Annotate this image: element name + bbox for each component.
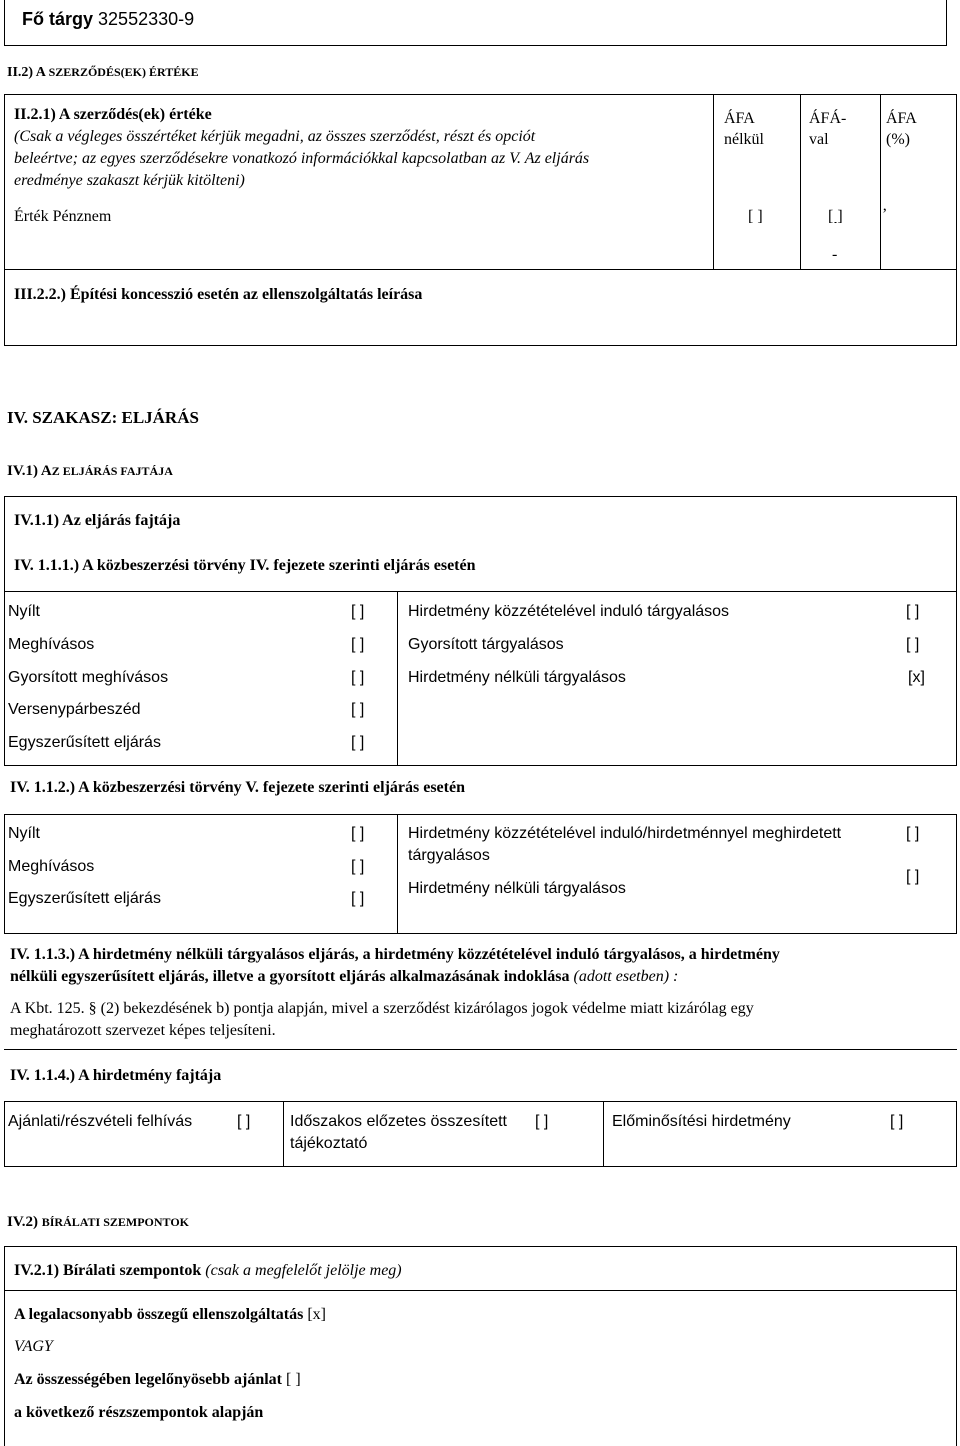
concession-title: III.2.2.) Építési koncesszió esetén az ellenszolgáltatás leírása [14,286,423,303]
v-option-negotiated-no-notice: Hirdetmény nélküli tárgyalásos [408,880,626,897]
procedure-option-open-mark: [ ] [351,603,365,620]
procedure-option-accelerated-restricted: Gyorsított meghívásos [8,669,169,686]
v-option-open: Nyílt [8,825,40,842]
v-option-simplified: Egyszerűsített eljárás [8,890,161,907]
value-without-vat: [ ] [748,208,763,225]
procedure-type-box [4,496,957,766]
v-option-open-mark: [ ] [351,825,365,842]
col-afa-pct-2: (%) [886,131,910,148]
notice-type-call: Ajánlati/részvételi felhívás [8,1113,193,1130]
v-option-restricted: Meghívásos [8,858,95,875]
value-dash: - [832,246,838,263]
main-subject-line [22,10,194,28]
col-afa-pct-1: ÁFA [886,110,917,127]
procedure-option-open: Nyílt [8,603,40,620]
procedure-iv-chapter-title: IV. 1.1.1.) A közbeszerzési törvény IV. fejezete szerinti eljárás esetén [14,557,476,574]
value-comma: ’ [882,206,888,223]
procedure-option-simplified-mark: [ ] [351,734,365,751]
procedure-type-title: IV.1.1) Az eljárás fajtája [14,512,181,529]
award-criteria-title: IV.2.1) Bírálati szempontok (csak a megfelelőt jelölje meg) [14,1262,402,1279]
col-afa-val-2: val [809,131,829,148]
v-option-restricted-mark: [ ] [351,858,365,875]
contract-value-note-2: beleértve; az egyes szerződésekre vonatkozó információkkal kapcsolatban az V. Az eljárás [14,150,590,167]
award-criteria-heading: IV.2) BÍRÁLATI SZEMPONTOK [7,1214,189,1230]
v-option-negotiated-no-notice-mark: [ ] [906,868,920,885]
justification-title-1: IV. 1.1.3.) A hirdetmény nélküli tárgyalásos eljárás, a hirdetmény közzétételével induló tárgyalásos, a hirdetmény [10,946,780,963]
procedure-option-accelerated-negotiated: Gyorsított tárgyalásos [408,636,564,653]
criterion-lowest-price: A legalacsonyabb összegű ellenszolgáltatás [x] [14,1306,326,1323]
procedure-option-restricted-mark: [ ] [351,636,365,653]
procedure-option-accelerated-restricted-mark: [ ] [351,669,365,686]
justification-text-2: meghatározott szervezet képes teljesíteni. [10,1022,276,1039]
col-afa-nelkul-1: ÁFA [724,110,755,127]
procedure-v-chapter-title: IV. 1.1.2.) A közbeszerzési törvény V. fejezete szerinti eljárás esetén [10,779,465,796]
contract-value-note-3: eredménye szakaszt kérjük kitölteni) [14,172,245,189]
notice-type-qualification: Előminősítési hirdetmény [612,1113,791,1130]
v-option-negotiated-notice-1: Hirdetmény közzétételével induló/hirdetménnyel meghirdetett [408,825,842,842]
notice-type-title: IV. 1.1.4.) A hirdetmény fajtája [10,1067,222,1084]
notice-type-call-mark: [ ] [237,1113,251,1130]
procedure-option-dialogue-mark: [ ] [351,701,365,718]
procedure-option-restricted: Meghívásos [8,636,95,653]
procedure-option-simplified: Egyszerűsített eljárás [8,734,161,751]
section-iv-title: IV. SZAKASZ: ELJÁRÁS [7,408,199,427]
criterion-or: VAGY [14,1338,53,1355]
procedure-option-accelerated-negotiated-mark: [ ] [906,636,920,653]
procedure-option-negotiated-no-notice-mark: [x] [908,669,925,686]
v-option-negotiated-notice-mark: [ ] [906,825,920,842]
col-afa-nelkul-2: nélkül [724,131,764,148]
v-option-simplified-mark: [ ] [351,890,365,907]
section-iv1-heading: IV.1) AZ ELJÁRÁS FAJTÁJA [7,463,173,479]
procedure-option-negotiated-notice-mark: [ ] [906,603,920,620]
justification-title-2: nélküli egyszerűsített eljárás, illetve a gyorsított eljárás alkalmazásának indoklása (adott esetben) : [10,968,679,985]
col-afa-val-1: ÁFÁ- [809,110,847,127]
section-ii2-heading: II.2) A SZERZŐDÉS(EK) ÉRTÉKE [7,65,199,80]
contract-value-title: II.2.1) A szerződés(ek) értéke [14,106,212,123]
notice-type-box [4,1101,957,1167]
criterion-most-advantageous: Az összességében legelőnyösebb ajánlat [ ] [14,1371,301,1388]
notice-type-periodic-1: Időszakos előzetes összesített [290,1113,507,1130]
procedure-option-negotiated-no-notice: Hirdetmény nélküli tárgyalásos [408,669,626,686]
main-subject-label: Fő tárgy [22,9,94,29]
value-with-vat: [ ] [828,208,843,225]
procedure-option-dialogue: Versenypárbeszéd [8,701,141,718]
main-subject-code: 32552330-9 [98,9,195,29]
notice-type-periodic-2: tájékoztató [290,1135,368,1152]
v-option-negotiated-notice-2: tárgyalásos [408,847,490,864]
criterion-sub-criteria: a következő részszempontok alapján [14,1404,264,1421]
justification-text-1: A Kbt. 125. § (2) bekezdésének b) pontja alapján, mivel a szerződést kizárólagos jogok védelme miatt kizárólag egy [10,1000,754,1017]
value-label: Érték Pénznem [14,208,112,225]
notice-type-qualification-mark: [ ] [890,1113,904,1130]
contract-value-note-1: (Csak a végleges összértéket kérjük megadni, az összes szerződést, részt és opciót [14,128,536,145]
notice-type-periodic-mark: [ ] [535,1113,549,1130]
procedure-option-negotiated-notice: Hirdetmény közzétételével induló tárgyalásos [408,603,730,620]
